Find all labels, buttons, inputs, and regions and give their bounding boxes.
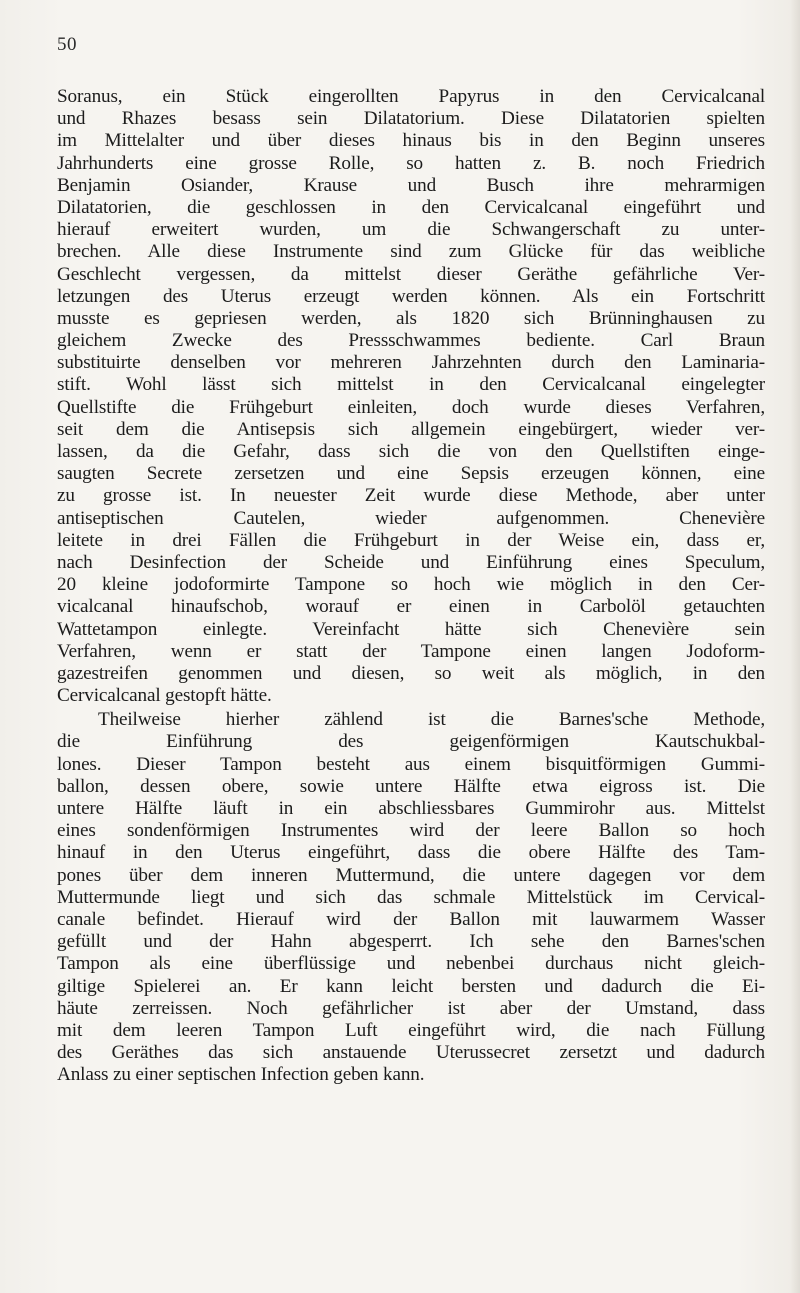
text-line: Verfahren, wenn er statt der Tampone einen langen Jodoform- <box>57 640 765 662</box>
text-line: und Rhazes besass sein Dilatatorium. Diese Dilatatorien spielten <box>57 108 765 130</box>
text-line: Dilatatorien, die geschlossen in den Cervicalcanal eingeführt und <box>57 196 765 218</box>
page-number: 50 <box>57 34 77 55</box>
text-line: Benjamin Osiander, Krause und Busch ihre mehrarmigen <box>57 174 765 196</box>
text-line: antiseptischen Cautelen, wieder aufgenommen. Chenevière <box>57 507 765 529</box>
text-line: mit dem leeren Tampon Luft eingeführt wird, die nach Füllung <box>57 1019 765 1041</box>
text-line: häute zerreissen. Noch gefährlicher ist aber der Umstand, dass <box>57 997 765 1019</box>
text-line: pones über dem inneren Muttermund, die untere dagegen vor dem <box>57 864 765 886</box>
text-line: letzungen des Uterus erzeugt werden können. Als ein Fortschritt <box>57 285 765 307</box>
text-line: die Einführung des geigenförmigen Kautschukbal- <box>57 731 765 753</box>
text-line: des Geräthes das sich anstauende Uterussecret zersetzt und dadurch <box>57 1042 765 1064</box>
text-line: Quellstifte die Frühgeburt einleiten, doch wurde dieses Verfahren, <box>57 396 765 418</box>
text-line: Tampon als eine überflüssige und nebenbei durchaus nicht gleich- <box>57 953 765 975</box>
text-line: lassen, da die Gefahr, dass sich die von den Quellstiften einge- <box>57 441 765 462</box>
text-line: seit dem die Antisepsis sich allgemein eingebürgert, wieder ver- <box>57 418 765 440</box>
text-line: Cervicalcanal gestopft hätte. <box>57 685 272 707</box>
text-line: hierauf erweitert wurden, um die Schwangerschaft zu unter- <box>57 219 765 241</box>
text-line: Jahrhunderts eine grosse Rolle, so hatten z. B. noch Friedrich <box>57 152 765 174</box>
text-line: eines sondenförmigen Instrumentes wird der leere Ballon so hoch <box>57 820 765 842</box>
body-text <box>57 86 765 1086</box>
text-line: giltige Spielerei an. Er kann leicht bersten und dadurch die Ei- <box>57 975 765 997</box>
text-line: hinauf in den Uterus eingeführt, dass die obere Hälfte des Tam- <box>57 842 765 864</box>
text-line: nach Desinfection der Scheide und Einführung eines Speculum, <box>57 551 765 573</box>
text-line: gazestreifen genommen und diesen, so weit als möglich, in den <box>57 662 765 684</box>
text-line: 20 kleine jodoformirte Tampone so hoch wie möglich in den Cer- <box>57 574 765 596</box>
text-line: ballon, dessen obere, sowie untere Hälfte etwa eigross ist. Die <box>57 775 765 797</box>
text-line: substituirte denselben vor mehreren Jahrzehnten durch den Laminaria- <box>57 352 765 374</box>
text-line: stift. Wohl lässt sich mittelst in den Cervicalcanal eingelegter <box>57 374 765 396</box>
page-edge-shadow <box>790 0 800 1293</box>
text-line: brechen. Alle diese Instrumente sind zum Glücke für das weibliche <box>57 241 765 263</box>
text-line: vicalcanal hinaufschob, worauf er einen in Carbolöl getauchten <box>57 596 765 618</box>
text-line: canale befindet. Hierauf wird der Ballon mit lauwarmem Wasser <box>57 908 765 930</box>
paragraph-start-line: Theilweise hierher zählend ist die Barnes'sche Methode, <box>98 709 765 731</box>
text-line: lones. Dieser Tampon besteht aus einem bisquitförmigen Gummi- <box>57 753 765 775</box>
text-line: im Mittelalter und über dieses hinaus bis in den Beginn unseres <box>57 130 765 152</box>
text-line: Soranus, ein Stück eingerollten Papyrus in den Cervicalcanal <box>57 86 765 107</box>
text-line: musste es gepriesen werden, als 1820 sich Brünninghausen zu <box>57 307 765 329</box>
text-line: leitete in drei Fällen die Frühgeburt in der Weise ein, dass er, <box>57 529 765 551</box>
text-line: Anlass zu einer septischen Infection geben kann. <box>57 1064 425 1086</box>
text-line: saugten Secrete zersetzen und eine Sepsis erzeugen können, eine <box>57 463 765 485</box>
text-line: gleichem Zwecke des Pressschwammes bediente. Carl Braun <box>57 330 765 352</box>
text-line: untere Hälfte läuft in ein abschliessbares Gummirohr aus. Mittelst <box>57 798 765 819</box>
text-line: gefüllt und der Hahn abgesperrt. Ich sehe den Barnes'schen <box>57 931 765 953</box>
text-line: Muttermunde liegt und sich das schmale Mittelstück im Cervical- <box>57 886 765 908</box>
text-line: zu grosse ist. In neuester Zeit wurde diese Methode, aber unter <box>57 485 765 507</box>
text-line: Geschlecht vergessen, da mittelst dieser Geräthe gefährliche Ver- <box>57 263 765 285</box>
text-line: Wattetampon einlegte. Vereinfacht hätte sich Chenevière sein <box>57 618 765 640</box>
